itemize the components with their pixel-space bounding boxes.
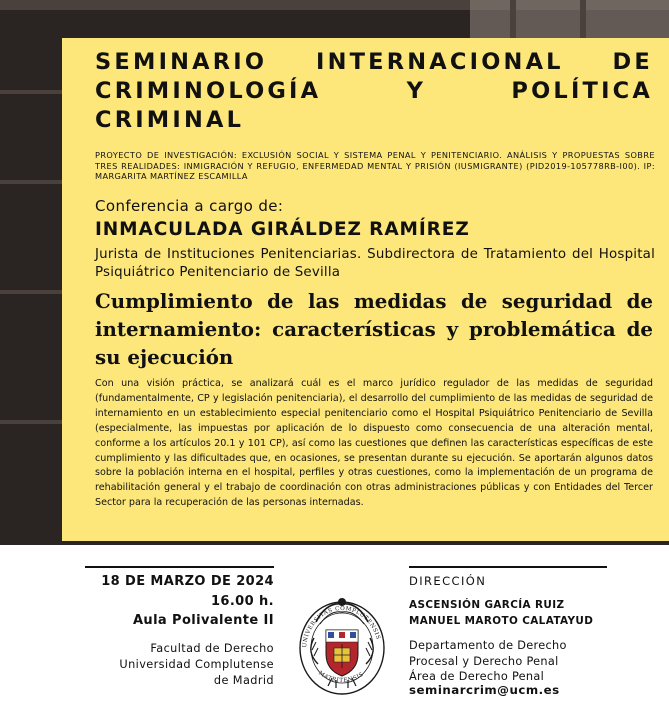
speaker-name: INMACULADA GIRÁLDEZ RAMÍREZ bbox=[95, 219, 470, 240]
direction-label: DIRECCIÓN bbox=[409, 574, 487, 588]
project-description: PROYECTO DE INVESTIGACIÓN: EXCLUSIÓN SOCIAL Y SISTEMA PENAL Y PENITENCIARIO. ANÁLISIS Y PROPUESTAS SOBRE TRES REALIDADES: INMIGRACIÓN Y REFUGIO, ENFERMEDAD MENTAL Y PRISIÓN (IUSMIGRANTE) (PID2019-105778RB-I00). IP: MARGARITA MARTÍNEZ ESCAMILLA bbox=[95, 150, 655, 181]
contact-email: seminarcrim@ucm.es bbox=[409, 683, 560, 697]
svg-text:MATRITENSIS: MATRITENSIS bbox=[317, 670, 366, 684]
event-time: 16.00 h. bbox=[210, 594, 274, 609]
venue-line: Universidad Complutense bbox=[119, 658, 274, 671]
divider-left bbox=[85, 566, 274, 568]
event-date: 18 DE MARZO DE 2024 bbox=[101, 574, 274, 589]
department-info bbox=[409, 638, 639, 685]
director-name: MANUEL MAROTO CALATAYUD bbox=[409, 615, 594, 627]
department-line: Área de Derecho Penal bbox=[409, 670, 545, 683]
svg-text:UNIVERSITAS COMPLUTENSIS: UNIVERSITAS COMPLUTENSIS bbox=[302, 605, 381, 648]
venue-line: de Madrid bbox=[213, 674, 274, 687]
director-name: ASCENSIÓN GARCÍA RUIZ bbox=[409, 599, 565, 611]
university-seal-logo bbox=[296, 592, 388, 696]
talk-abstract: Con una visión práctica, se analizará cuál es el marco jurídico regulador de las medidas de seguridad (fundamentalmente, CP y legislación penitenciaria), el desarrollo del cumplimiento de las medidas de seguridad de internamiento en un establecimiento especial penitenciario como el Hospital Psiquiátrico Penitenciario de Sevilla (especialmente, las impuestas por aplicación de lo dispuesto como consecuencia de una alteración mental, conforme a los artículos 20.1 y 101 CP), así como las cuestiones que definen las características específicas de este cumplimiento y las dificultades que, en ocasiones, se presentan durante su ejecución. Se aportarán algunos datos sobre la población interna en el hospital, perfiles y otras cuestiones, como la implementación de un programa de rehabilitación general y el trabajo de coordinación con otras administraciones públicas y con Entidades del Tercer Sector para la recuperación de las personas internadas. bbox=[95, 378, 653, 509]
event-venue bbox=[80, 641, 274, 689]
event-room: Aula Polivalente II bbox=[132, 613, 274, 628]
venue-line: Facultad de Derecho bbox=[150, 642, 274, 655]
department-line: Departamento de Derecho bbox=[409, 639, 567, 652]
seminar-title: SEMINARIO INTERNACIONAL DE CRIMINOLOGÍA Y POLÍTICA CRIMINAL bbox=[95, 49, 653, 133]
conference-label: Conferencia a cargo de: bbox=[95, 197, 284, 215]
divider-right bbox=[409, 566, 607, 568]
department-line: Procesal y Derecho Penal bbox=[409, 654, 559, 668]
directors-list bbox=[409, 597, 639, 629]
speaker-role: Jurista de Instituciones Penitenciarias. Subdirectora de Tratamiento del Hospital Psiquiátrico Penitenciario de Sevilla bbox=[95, 247, 655, 280]
talk-title: Cumplimiento de las medidas de seguridad de internamiento: características y problemática de su ejecución bbox=[95, 289, 653, 369]
